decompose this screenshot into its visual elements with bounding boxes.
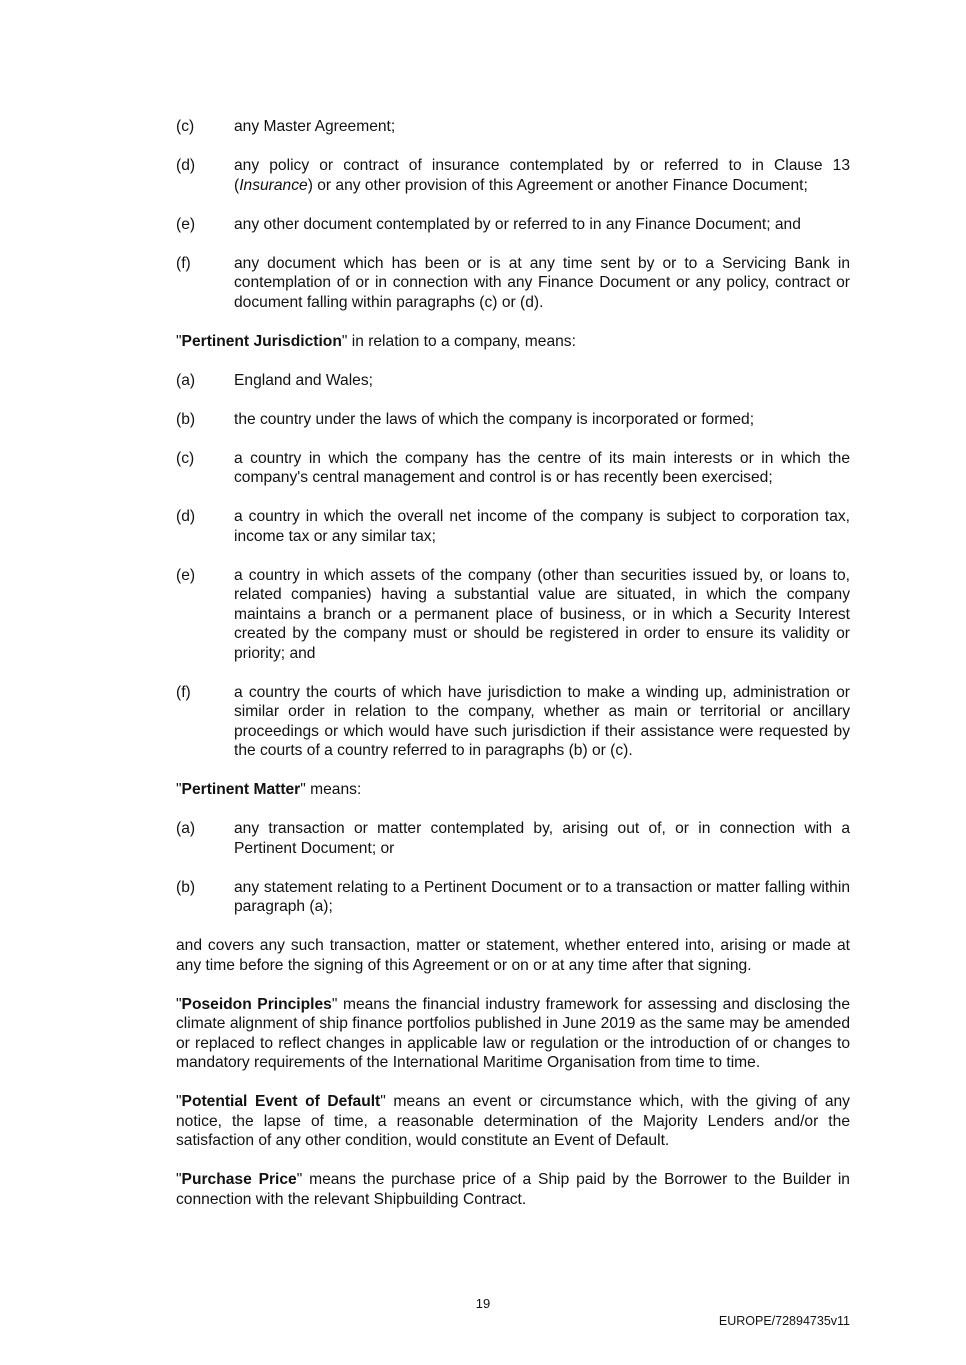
item-label: (b) xyxy=(176,410,196,428)
item-text: any transaction or matter contemplated by, arising out of, or in connection with a Pertinent Document; or xyxy=(234,820,850,857)
list-item xyxy=(176,371,850,391)
definition-pertinent-matter: "Pertinent Matter" means: xyxy=(176,781,362,798)
list-item xyxy=(176,410,850,430)
list-item xyxy=(176,156,850,195)
list-item xyxy=(176,566,850,664)
list-item xyxy=(176,117,850,137)
definition-poseidon-principles: "Poseidon Principles" means the financial industry framework for assessing and disclosing the climate alignment of ship finance portfolios published in June 2019 as the same may be amended or replaced to reflect changes in applicable law or regulation or the introduction of or changes to mandatory requirements of the International Maritime Organisation from time to time. xyxy=(176,995,850,1071)
page-number: 19 xyxy=(475,1296,491,1311)
item-text: any statement relating to a Pertinent Document or to a transaction or matter falling within paragraph (a); xyxy=(234,878,850,915)
item-label: (f) xyxy=(176,683,191,701)
item-label: (b) xyxy=(176,878,196,896)
defined-term: Pertinent Jurisdiction xyxy=(181,332,342,350)
item-text: a country in which assets of the company (other than securities issued by, or loans to, related companies) having a substantial value are situated, in which the company maintains a branch or a permanent place of business, or in which a Security Interest created by the company must or should be registered in order to ensure its validity or priority; and xyxy=(234,566,850,662)
document-body xyxy=(176,117,850,1229)
item-text: England and Wales; xyxy=(234,371,373,389)
definition-pertinent-jurisdiction: "Pertinent Jurisdiction" in relation to a company, means: xyxy=(176,332,576,350)
list-item xyxy=(176,449,850,488)
clause-reference: Insurance xyxy=(239,176,308,194)
item-label: (d) xyxy=(176,508,196,525)
item-label: (d) xyxy=(176,157,196,174)
item-label: (a) xyxy=(176,820,196,837)
item-label: (c) xyxy=(176,449,195,467)
item-label: (a) xyxy=(176,371,196,389)
list-item xyxy=(176,819,850,858)
item-text: any Master Agreement; xyxy=(234,118,396,135)
defined-term: Potential Event of Default xyxy=(181,1093,381,1110)
list-item xyxy=(176,683,850,761)
item-label: (e) xyxy=(176,215,196,233)
item-label: (e) xyxy=(176,566,196,584)
defined-term: Poseidon Principles xyxy=(181,995,332,1013)
definition-potential-event-of-default: "Potential Event of Default" means an event or circumstance which, with the giving of any notice, the lapse of time, a reasonable determination of the Majority Lenders and/or the satisfaction of any other condition, would constitute an Event of Default. xyxy=(176,1093,850,1149)
list-item xyxy=(176,507,850,546)
item-text: any policy or contract of insurance contemplated by or referred to in Clause 13 (Insurance) or any other provision of this Agreement or another Finance Document; xyxy=(234,157,850,194)
list-item xyxy=(176,215,850,235)
covers-paragraph: and covers any such transaction, matter or statement, whether entered into, arising or made at any time before the signing of this Agreement or on or at any time after that signing. xyxy=(176,937,850,974)
item-text: any document which has been or is at any time sent by or to a Servicing Bank in contemplation of or in connection with any Finance Document or any policy, contract or document falling within paragraphs (c) or (d). xyxy=(234,254,850,311)
defined-term: Purchase Price xyxy=(181,1171,297,1188)
item-text: the country under the laws of which the company is incorporated or formed; xyxy=(234,410,755,428)
defined-term: Pertinent Matter xyxy=(181,781,301,798)
item-text: a country the courts of which have jurisdiction to make a winding up, administration or similar order in relation to the company, whether as main or territorial or ancillary proceedings or which would have such jurisdiction if their assistance were requested by the courts of a country referred to in paragraphs (b) or (c). xyxy=(234,683,850,759)
document-reference: EUROPE/72894735v11 xyxy=(718,1314,850,1328)
list-item xyxy=(176,254,850,313)
definition-purchase-price: "Purchase Price" means the purchase price of a Ship paid by the Borrower to the Builder in connection with the relevant Shipbuilding Contract. xyxy=(176,1171,850,1208)
item-label: (f) xyxy=(176,254,191,272)
list-item xyxy=(176,878,850,917)
item-label: (c) xyxy=(176,118,195,135)
item-text: a country in which the overall net income of the company is subject to corporation tax, income tax or any similar tax; xyxy=(234,508,850,545)
item-text: a country in which the company has the centre of its main interests or in which the company's central management and control is or has recently been exercised; xyxy=(234,449,850,486)
item-text: any other document contemplated by or referred to in any Finance Document; and xyxy=(234,215,801,233)
